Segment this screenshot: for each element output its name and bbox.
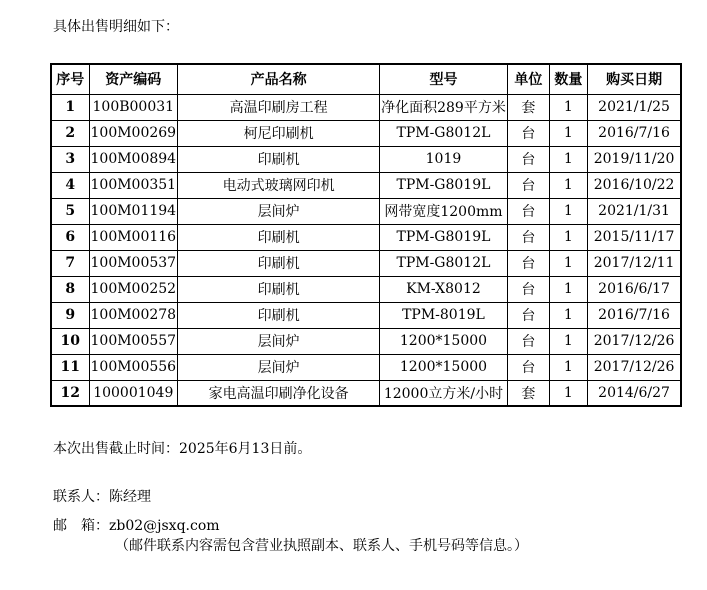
- table-cell: 4: [51, 172, 89, 198]
- table-cell: 台: [507, 146, 549, 172]
- table-cell: 网带宽度1200mm: [380, 198, 508, 224]
- table-cell: 10: [51, 328, 89, 354]
- contact-name: 陈经理: [109, 489, 151, 505]
- table-row: [51, 302, 681, 328]
- table-cell: 1: [549, 120, 587, 146]
- table-cell: TPM-G8012L: [380, 120, 508, 146]
- table-cell: 100M00252: [89, 276, 178, 302]
- table-row: [51, 198, 681, 224]
- table-row: [51, 380, 681, 406]
- table-row: [51, 328, 681, 354]
- table-cell: 台: [507, 328, 549, 354]
- table-cell: 6: [51, 224, 89, 250]
- table-row: [51, 354, 681, 380]
- table-cell: 1: [549, 198, 587, 224]
- table-row: [51, 276, 681, 302]
- table-cell: KM-X8012: [380, 276, 508, 302]
- table-cell: 2016/10/22: [587, 172, 681, 198]
- header-product-name: 产品名称: [178, 64, 380, 94]
- table-cell: 100M00556: [89, 354, 178, 380]
- header-unit: 单位: [507, 64, 549, 94]
- table-cell: 100M00894: [89, 146, 178, 172]
- header-model: 型号: [380, 64, 508, 94]
- deadline-text: 本次出售截止时间：2025年6月13日前。: [53, 441, 312, 457]
- table-row: [51, 250, 681, 276]
- table-cell: TPM-8019L: [380, 302, 508, 328]
- table-cell: 2017/12/11: [587, 250, 681, 276]
- table-header-row: [51, 64, 681, 94]
- table-cell: 1: [549, 276, 587, 302]
- table-cell: 台: [507, 172, 549, 198]
- table-cell: 1: [549, 146, 587, 172]
- table-cell: 层间炉: [178, 328, 380, 354]
- table-cell: 1: [549, 172, 587, 198]
- table-cell: 台: [507, 224, 549, 250]
- table-cell: 2016/7/16: [587, 120, 681, 146]
- table-cell: 9: [51, 302, 89, 328]
- table-row: [51, 172, 681, 198]
- table-cell: 1: [549, 380, 587, 406]
- table-cell: 12000立方米/小时: [380, 380, 508, 406]
- table-cell: 印刷机: [178, 146, 380, 172]
- table-cell: 2014/6/27: [587, 380, 681, 406]
- table-cell: 1: [549, 302, 587, 328]
- table-cell: 100M00537: [89, 250, 178, 276]
- table-cell: 100M00351: [89, 172, 178, 198]
- contact-label: 联系人：: [53, 489, 109, 505]
- table-cell: 1: [549, 94, 587, 120]
- table-cell: 1200*15000: [380, 328, 508, 354]
- assets-table: [50, 63, 682, 407]
- table-cell: TPM-G8019L: [380, 224, 508, 250]
- table-cell: 台: [507, 198, 549, 224]
- table-cell: 2017/12/26: [587, 354, 681, 380]
- table-cell: 印刷机: [178, 250, 380, 276]
- email-line: [53, 517, 707, 535]
- table-cell: 12: [51, 380, 89, 406]
- email-address: zb02@jsxq.com: [109, 518, 220, 534]
- contact-line: [53, 488, 707, 506]
- table-row: [51, 120, 681, 146]
- email-label: 邮 箱：: [53, 518, 109, 534]
- table-cell: TPM-G8019L: [380, 172, 508, 198]
- table-cell: 家电高温印刷净化设备: [178, 380, 380, 406]
- table-cell: 1: [549, 354, 587, 380]
- table-cell: 2019/11/20: [587, 146, 681, 172]
- table-cell: 100001049: [89, 380, 178, 406]
- table-row: [51, 224, 681, 250]
- table-cell: TPM-G8012L: [380, 250, 508, 276]
- table-cell: 印刷机: [178, 224, 380, 250]
- table-cell: 2017/12/26: [587, 328, 681, 354]
- table-cell: 2016/7/16: [587, 302, 681, 328]
- header-purchase-date: 购买日期: [587, 64, 681, 94]
- table-row: [51, 146, 681, 172]
- table-cell: 1: [549, 250, 587, 276]
- table-cell: 电动式玻璃网印机: [178, 172, 380, 198]
- header-asset-code: 资产编码: [89, 64, 178, 94]
- table-cell: 5: [51, 198, 89, 224]
- table-cell: 套: [507, 94, 549, 120]
- table-cell: 台: [507, 354, 549, 380]
- table-cell: 11: [51, 354, 89, 380]
- table-cell: 印刷机: [178, 276, 380, 302]
- table-cell: 2021/1/25: [587, 94, 681, 120]
- table-cell: 柯尼印刷机: [178, 120, 380, 146]
- table-cell: 2016/6/17: [587, 276, 681, 302]
- table-cell: 净化面积289平方米: [380, 94, 508, 120]
- table-cell: 2015/11/17: [587, 224, 681, 250]
- table-cell: 2021/1/31: [587, 198, 681, 224]
- table-body: [51, 94, 681, 406]
- email-note: （邮件联系内容需包含营业执照副本、联系人、手机号码等信息。）: [115, 538, 528, 554]
- table-cell: 7: [51, 250, 89, 276]
- table-cell: 100M00278: [89, 302, 178, 328]
- table-cell: 台: [507, 302, 549, 328]
- table-cell: 1200*15000: [380, 354, 508, 380]
- table-cell: 2: [51, 120, 89, 146]
- table-cell: 台: [507, 120, 549, 146]
- table-cell: 台: [507, 276, 549, 302]
- table-cell: 100M00557: [89, 328, 178, 354]
- table-cell: 1: [549, 224, 587, 250]
- table-cell: 高温印刷房工程: [178, 94, 380, 120]
- table-cell: 8: [51, 276, 89, 302]
- table-cell: 100M00116: [89, 224, 178, 250]
- table-cell: 印刷机: [178, 302, 380, 328]
- table-cell: 层间炉: [178, 198, 380, 224]
- header-quantity: 数量: [549, 64, 587, 94]
- table-cell: 100B00031: [89, 94, 178, 120]
- table-cell: 3: [51, 146, 89, 172]
- table-row: [51, 94, 681, 120]
- table-cell: 1: [549, 328, 587, 354]
- intro-text: 具体出售明细如下：: [53, 19, 179, 35]
- table-cell: 1: [51, 94, 89, 120]
- table-cell: 层间炉: [178, 354, 380, 380]
- header-serial: 序号: [51, 64, 89, 94]
- table-cell: 1019: [380, 146, 508, 172]
- table-cell: 100M00269: [89, 120, 178, 146]
- table-cell: 100M01194: [89, 198, 178, 224]
- table-cell: 套: [507, 380, 549, 406]
- table-cell: 台: [507, 250, 549, 276]
